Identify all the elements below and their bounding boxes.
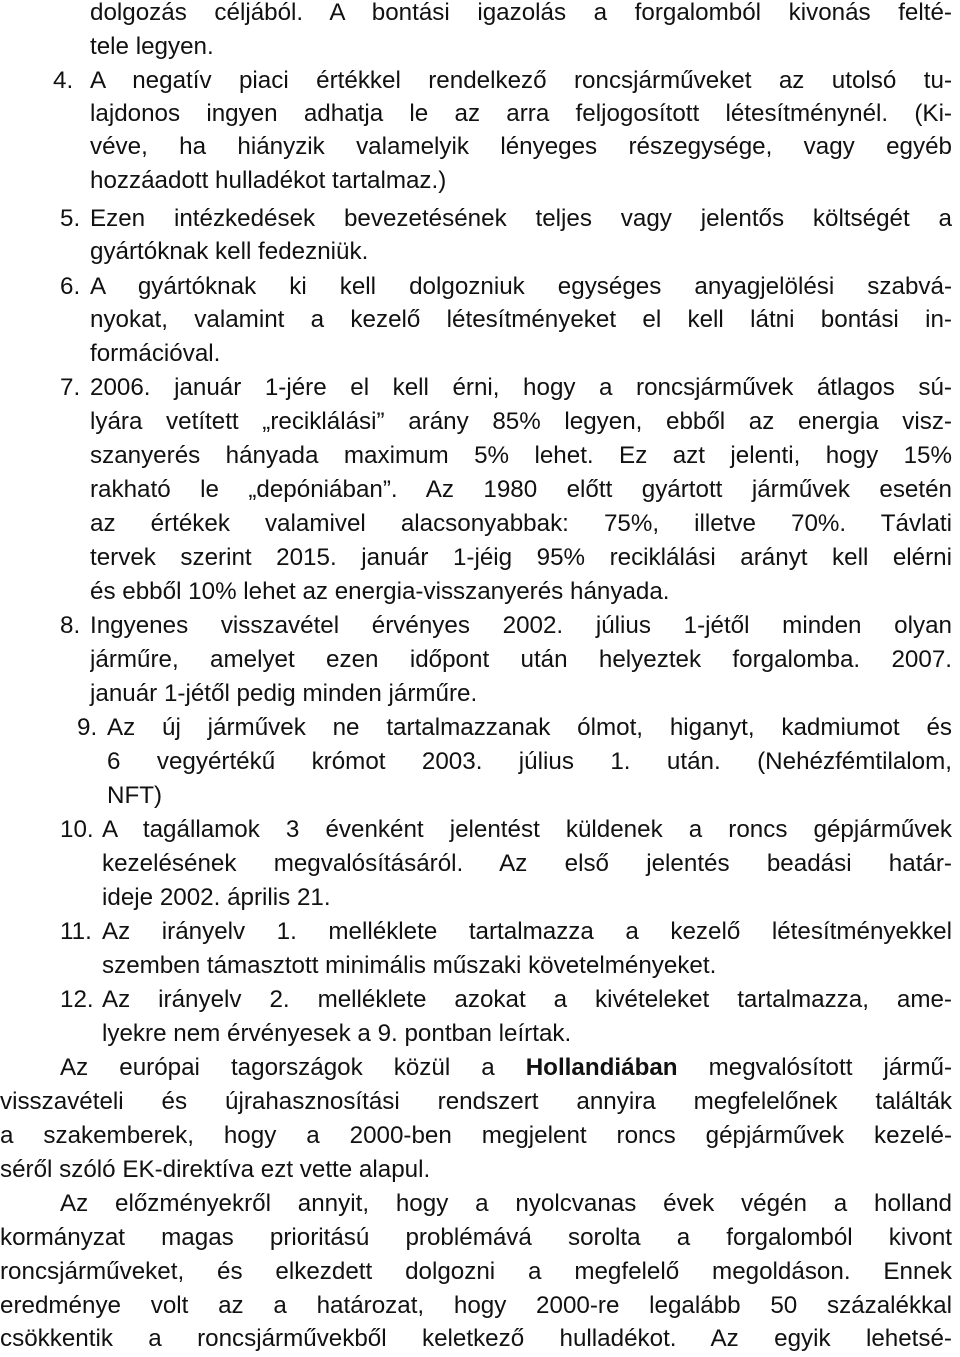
list-item-line: 6 vegyértékű krómot 2003. július 1. után. (Nehézfémtilalom,	[107, 748, 952, 775]
list-item-number: 11.	[60, 918, 92, 945]
paragraph-text: megvalósított jármű-	[677, 1054, 952, 1081]
text-line: dolgozás céljából. A bontási igazolás a forgalomból kivonás felté-	[90, 0, 952, 26]
list-item-line: lyekre nem érvényesek a 9. pontban leírtak.	[102, 1020, 572, 1047]
list-item-line: Az új járművek ne tartalmazzanak ólmot, higanyt, kadmiumot és	[107, 714, 952, 741]
list-item-line: hozzáadott hulladékot tartalmaz.)	[90, 167, 447, 194]
paragraph-first-line	[60, 1051, 952, 1085]
list-item-line: szemben támasztott minimális műszaki követelményeket.	[102, 952, 717, 979]
list-item-line: és ebből 10% lehet az energia-visszanyerés hányada.	[90, 578, 670, 605]
paragraph-line: séről szóló EK-direktíva ezt vette alapul.	[0, 1156, 431, 1183]
list-item-number: 9.	[77, 714, 98, 741]
paragraph-line: csökkentik a roncsjárművekből keletkező hulladékot. Az egyik lehetsé-	[0, 1325, 952, 1352]
list-item-line: az értékek valamivel alacsonyabbak: 75%, illetve 70%. Távlati	[90, 510, 952, 537]
list-item-number: 7.	[60, 374, 81, 401]
list-item-number: 5.	[60, 205, 81, 232]
list-item-line: Az irányelv 2. melléklete azokat a kivételeket tartalmazza, ame-	[102, 986, 952, 1013]
list-item-line: lajdonos ingyen adhatja le az arra feljogosított létesítménynél. (Ki-	[90, 100, 952, 127]
list-item-line: formációval.	[90, 340, 221, 367]
list-item-line: Ezen intézkedések bevezetésének teljes vagy jelentős költségét a	[90, 205, 952, 232]
list-item-line: rakható le „depóniában”. Az 1980 előtt gyártott járművek esetén	[90, 476, 952, 503]
paragraph-text: Az európai tagországok közül a	[60, 1054, 526, 1081]
list-item-line: gyártóknak kell fedezniük.	[90, 238, 369, 265]
list-item-line: kezelésének megvalósításáról. Az első jelentés beadási határ-	[102, 850, 952, 877]
list-item-line: Az irányelv 1. melléklete tartalmazza a kezelő létesítményekkel	[102, 918, 952, 945]
list-item-line: A gyártóknak ki kell dolgozniuk egységes anyagjelölési szabvá-	[90, 273, 952, 300]
list-item-number: 10.	[60, 816, 94, 843]
paragraph-line: eredménye volt az a határozat, hogy 2000-re legalább 50 százalékkal	[0, 1292, 952, 1319]
list-item-line: tervek szerint 2015. január 1-jéig 95% reciklálási arányt kell elérni	[90, 544, 952, 571]
list-item-line: január 1-jétől pedig minden járműre.	[90, 680, 478, 707]
list-item-line: A tagállamok 3 évenként jelentést küldenek a roncs gépjárművek	[102, 816, 952, 843]
list-item-line: NFT)	[107, 782, 163, 809]
list-item-number: 12.	[60, 986, 94, 1013]
list-item-line: véve, ha hiányzik valamelyik lényeges részegysége, vagy egyéb	[90, 133, 952, 160]
list-item-number: 6.	[60, 273, 81, 300]
list-item-number: 4.	[53, 67, 74, 94]
list-item-line: 2006. január 1-jére el kell érni, hogy a roncsjárművek átlagos sú-	[90, 374, 952, 401]
list-item-line: lyára vetített „reciklálási” arány 85% legyen, ebből az energia visz-	[90, 408, 952, 435]
list-item-line: járműre, amelyet ezen időpont után helyeztek forgalomba. 2007.	[90, 646, 952, 673]
paragraph-line: roncsjárműveket, és elkezdett dolgozni a megfelelő megoldáson. Ennek	[0, 1258, 952, 1285]
list-item-line: Ingyenes visszavétel érvényes 2002. július 1-jétől minden olyan	[90, 612, 952, 639]
list-item-number: 8.	[60, 612, 81, 639]
text-line: tele legyen.	[90, 33, 214, 60]
emphasis-text: Hollandiában	[525, 1054, 678, 1081]
list-item-line: nyokat, valamint a kezelő létesítményeket el kell látni bontási in-	[90, 306, 952, 333]
paragraph-line: Az előzményekről annyit, hogy a nyolcvanas évek végén a holland	[60, 1190, 952, 1217]
list-item-line: ideje 2002. április 21.	[102, 884, 331, 911]
paragraph-line: a szakemberek, hogy a 2000-ben megjelent roncs gépjárművek kezelé-	[0, 1122, 952, 1149]
paragraph-line: kormányzat magas prioritású problémává sorolta a forgalomból kivont	[0, 1224, 952, 1251]
paragraph-line: visszavételi és újrahasznosítási rendszert annyira megfelelőnek találták	[0, 1088, 952, 1115]
list-item-line: A negatív piaci értékkel rendelkező roncsjárműveket az utolsó tu-	[90, 67, 952, 94]
list-item-line: szanyerés hányada maximum 5% lehet. Ez azt jelenti, hogy 15%	[90, 442, 952, 469]
